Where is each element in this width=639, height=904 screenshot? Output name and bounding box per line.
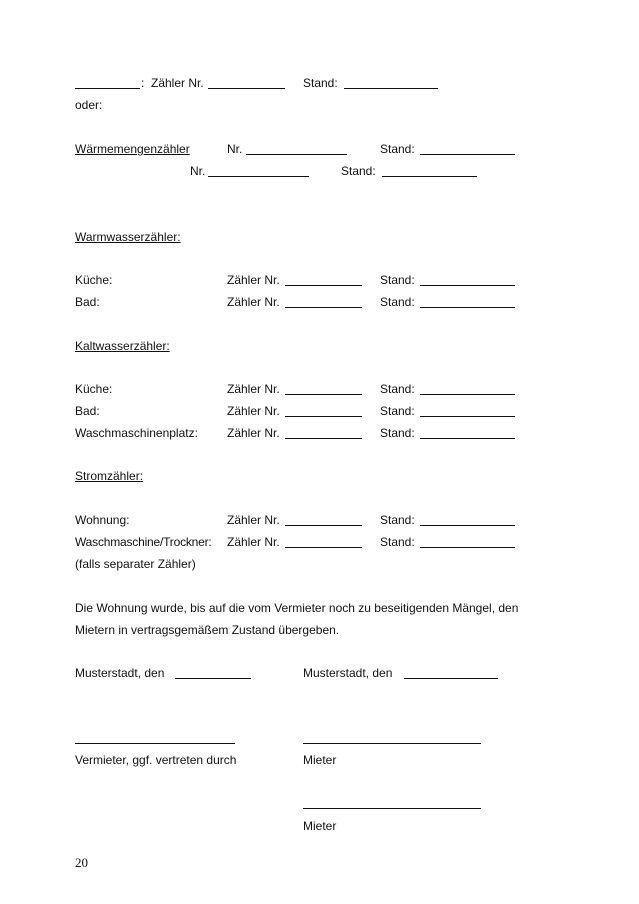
electricity-room-2: Waschmaschine/Trockner: [75, 535, 212, 549]
warm-water-stand-label-1: Stand: [380, 273, 415, 287]
cold-water-stand-label-3: Stand: [380, 426, 415, 440]
blank-line-electricity-meter-2[interactable] [285, 547, 362, 548]
electricity-room-1: Wohnung: [75, 513, 130, 527]
warm-water-room-1: Küche: [75, 273, 113, 287]
signature-label-tenant-2: Mieter [303, 819, 337, 833]
electricity-meter-label-1: Zähler Nr. [227, 513, 280, 527]
place-date-left: Musterstadt, den [75, 666, 165, 680]
blank-line-heat-nr-1[interactable] [246, 154, 347, 155]
blank-line-date-left[interactable] [175, 678, 251, 679]
blank-line-heat-stand-1[interactable] [420, 154, 515, 155]
blank-line-electricity-meter-1[interactable] [285, 525, 362, 526]
electricity-stand-label-1: Stand: [380, 513, 415, 527]
statement-line-1: Die Wohnung wurde, bis auf die vom Vermieter noch zu beseitigenden Mängel, den [75, 601, 519, 615]
cold-water-meter-label-3: Zähler Nr. [227, 426, 280, 440]
signature-label-landlord: Vermieter, ggf. vertreten durch [75, 753, 237, 767]
blank-line-cold-water-meter-2[interactable] [285, 416, 362, 417]
cold-water-stand-label-2: Stand: [380, 404, 415, 418]
heat-nr-label-1: Nr. [227, 142, 243, 156]
blank-line-cold-water-stand-3[interactable] [420, 438, 515, 439]
warm-water-room-2: Bad: [75, 295, 100, 309]
blank-line-electricity-stand-1[interactable] [420, 525, 515, 526]
blank-line-cold-water-meter-3[interactable] [285, 438, 362, 439]
blank-line-heat-nr-2[interactable] [208, 176, 309, 177]
blank-line-electricity-stand-2[interactable] [420, 547, 515, 548]
blank-line-heat-stand-2[interactable] [382, 176, 477, 177]
cold-water-meter-label-1: Zähler Nr. [227, 382, 280, 396]
blank-line-cold-water-stand-1[interactable] [420, 394, 515, 395]
blank-line-warm-water-meter-1[interactable] [285, 285, 362, 286]
oder-label: oder: [75, 98, 103, 112]
blank-line-warm-water-meter-2[interactable] [285, 307, 362, 308]
electricity-heading: Stromzähler: [75, 469, 144, 483]
page-number: 20 [75, 855, 88, 870]
electricity-meter-label-2: Zähler Nr. [227, 535, 280, 549]
warm-water-meter-label-1: Zähler Nr. [227, 273, 280, 287]
signature-line-tenant-2[interactable] [303, 808, 481, 809]
heat-nr-label-2: Nr. [190, 164, 206, 178]
electricity-stand-label-2: Stand: [380, 535, 415, 549]
meter-number-label: Zähler Nr. [151, 76, 204, 90]
signature-line-tenant-1[interactable] [303, 743, 481, 744]
blank-line-date-right[interactable] [404, 678, 498, 679]
blank-line-meter-type[interactable] [75, 88, 140, 89]
blank-line-meter-number[interactable] [208, 88, 285, 89]
stand-label: Stand: [303, 76, 338, 90]
heat-stand-label-2: Stand: [341, 164, 376, 178]
warm-water-meter-label-2: Zähler Nr. [227, 295, 280, 309]
electricity-note: (falls separater Zähler) [75, 557, 196, 571]
cold-water-heading: Kaltwasserzähler: [75, 339, 170, 353]
blank-line-cold-water-stand-2[interactable] [420, 416, 515, 417]
signature-line-landlord[interactable] [75, 743, 235, 744]
heat-stand-label-1: Stand: [380, 142, 415, 156]
cold-water-meter-label-2: Zähler Nr. [227, 404, 280, 418]
warm-water-heading: Warmwasserzähler: [75, 230, 181, 244]
warm-water-stand-label-2: Stand: [380, 295, 415, 309]
cold-water-room-1: Küche: [75, 382, 113, 396]
heat-meter-heading: Wärmemengenzähler [75, 142, 190, 156]
place-date-right: Musterstadt, den [303, 666, 393, 680]
cold-water-stand-label-1: Stand: [380, 382, 415, 396]
cold-water-room-2: Bad: [75, 404, 100, 418]
colon-separator: : [141, 76, 145, 90]
blank-line-cold-water-meter-1[interactable] [285, 394, 362, 395]
blank-line-warm-water-stand-1[interactable] [420, 285, 515, 286]
blank-line-warm-water-stand-2[interactable] [420, 307, 515, 308]
statement-line-2: Mietern in vertragsgemäßem Zustand übergeben. [75, 623, 340, 637]
cold-water-room-3: Waschmaschinenplatz: [75, 426, 198, 440]
signature-label-tenant-1: Mieter [303, 753, 337, 767]
blank-line-stand[interactable] [344, 88, 438, 89]
